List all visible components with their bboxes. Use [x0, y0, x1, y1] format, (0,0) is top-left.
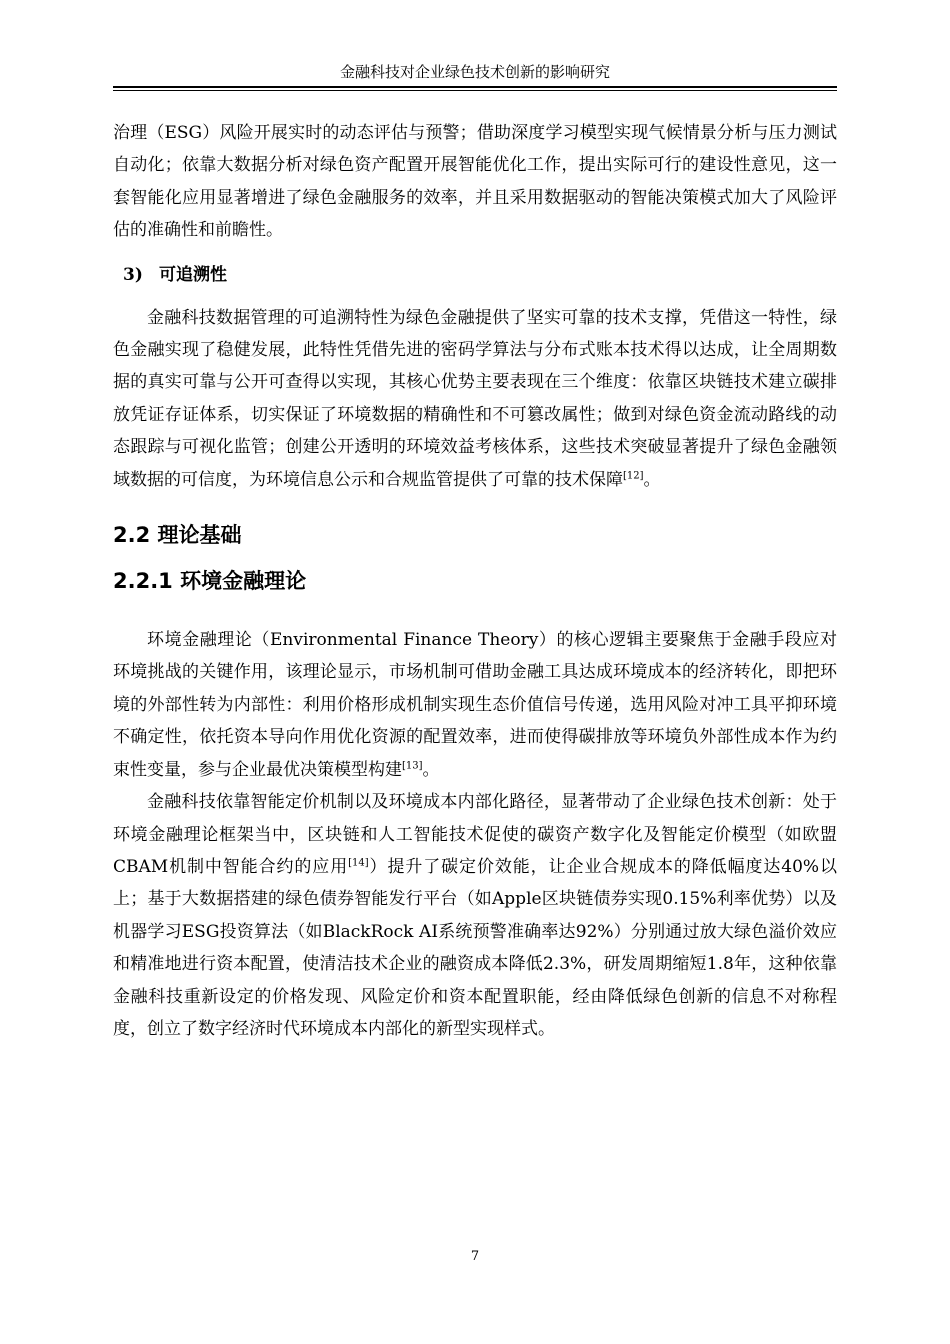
- citation-ref-13: [13]: [402, 760, 423, 772]
- paragraph-text-b: ）提升了碳定价效能，让企业合规成本的降低幅度达40%以上；基于大数据搭建的绿色债券智能发行平台（如Apple区块链债券实现0.15%利率优势）以及机器学习ESG投资算法（如BlackRock AI系统预警准确率达92%）分别通过放大绿色溢价效应和精准地进行资本配置，使清洁技术企业的融资成本降低2.3%，研发周期缩短1.8年，这种依靠金融科技重新设定的价格发现、风险定价和资本配置职能，经由降低绿色创新的信息不对称程度，创立了数字经济时代环境成本内部化的新型实现样式。: [113, 856, 837, 1039]
- running-header: 金融科技对企业绿色技术创新的影响研究: [339, 63, 610, 81]
- paragraph-text-a: 金融科技依靠智能定价机制以及环境成本内部化路径，显著带动了企业绿色技术创新：处于环境金融理论框架当中，区块链和人工智能技术促使的碳资产数字化及智能定价模型（如欧盟CBAM机制中智能合约的应用: [113, 792, 837, 877]
- paragraph-fintech-green-innovation: [113, 786, 837, 1045]
- subsection-heading-environmental-finance: 2.2.1 环境金融理论: [113, 569, 307, 594]
- paragraph-environmental-finance-theory: [113, 624, 837, 786]
- header-rule-thin: [113, 90, 837, 91]
- paragraph-text: 环境金融理论（Environmental Finance Theory）的核心逻辑主要聚焦于金融手段应对环境挑战的关键作用，该理论显示，市场机制可借助金融工具达成环境成本的经济转化，即把环境的外部性转为内部性：利用价格形成机制实现生态价值信号传递，选用风险对冲工具平抑环境不确定性，依托资本导向作用优化资源的配置效率，进而使得碳排放等环境负外部性成本作为约束性变量，参与企业最优决策模型构建: [113, 630, 837, 780]
- paragraph-text: 金融科技数据管理的可追溯特性为绿色金融提供了坚实可靠的技术支撑，凭借这一特性，绿色金融实现了稳健发展，此特性凭借先进的密码学算法与分布式账本技术得以达成，让全周期数据的真实可靠与公开可查得以实现，其核心优势主要表现在三个维度：依靠区块链技术建立碳排放凭证存证体系，切实保证了环境数据的精确性和不可篡改属性；做到对绿色资金流动路线的动态跟踪与可视化监管；创建公开透明的环境效益考核体系，这些技术突破显著提升了绿色金融领域数据的可信度，为环境信息公示和合规监管提供了可靠的技术保障: [113, 307, 837, 490]
- list-item-number: 3): [123, 264, 143, 285]
- page-body: [113, 117, 837, 1045]
- citation-ref-12: [12]: [623, 470, 644, 481]
- paragraph-traceability: [113, 302, 837, 496]
- paragraph-esg-continuation: 治理（ESG）风险开展实时的动态评估与预警；借助深度学习模型实现气候情景分析与压力测试自动化；依靠大数据分析对绿色资产配置开展智能优化工作，提出实际可行的建设性意见，这一套智能化应用显著增进了绿色金融服务的效率，并且采用数据驱动的智能决策模式加大了风险评估的准确性和前瞻性。: [113, 123, 837, 241]
- paragraph-end: 。: [643, 469, 661, 490]
- page-number: 7: [470, 1249, 480, 1264]
- list-item-heading-traceability: [123, 263, 837, 287]
- citation-ref-14: [14]: [348, 857, 369, 869]
- list-item-title: 可追溯性: [159, 264, 227, 285]
- header-rule-thick: [113, 86, 837, 88]
- section-heading-theory-basis: 2.2 理论基础: [113, 523, 242, 548]
- paragraph-end: 。: [422, 759, 440, 780]
